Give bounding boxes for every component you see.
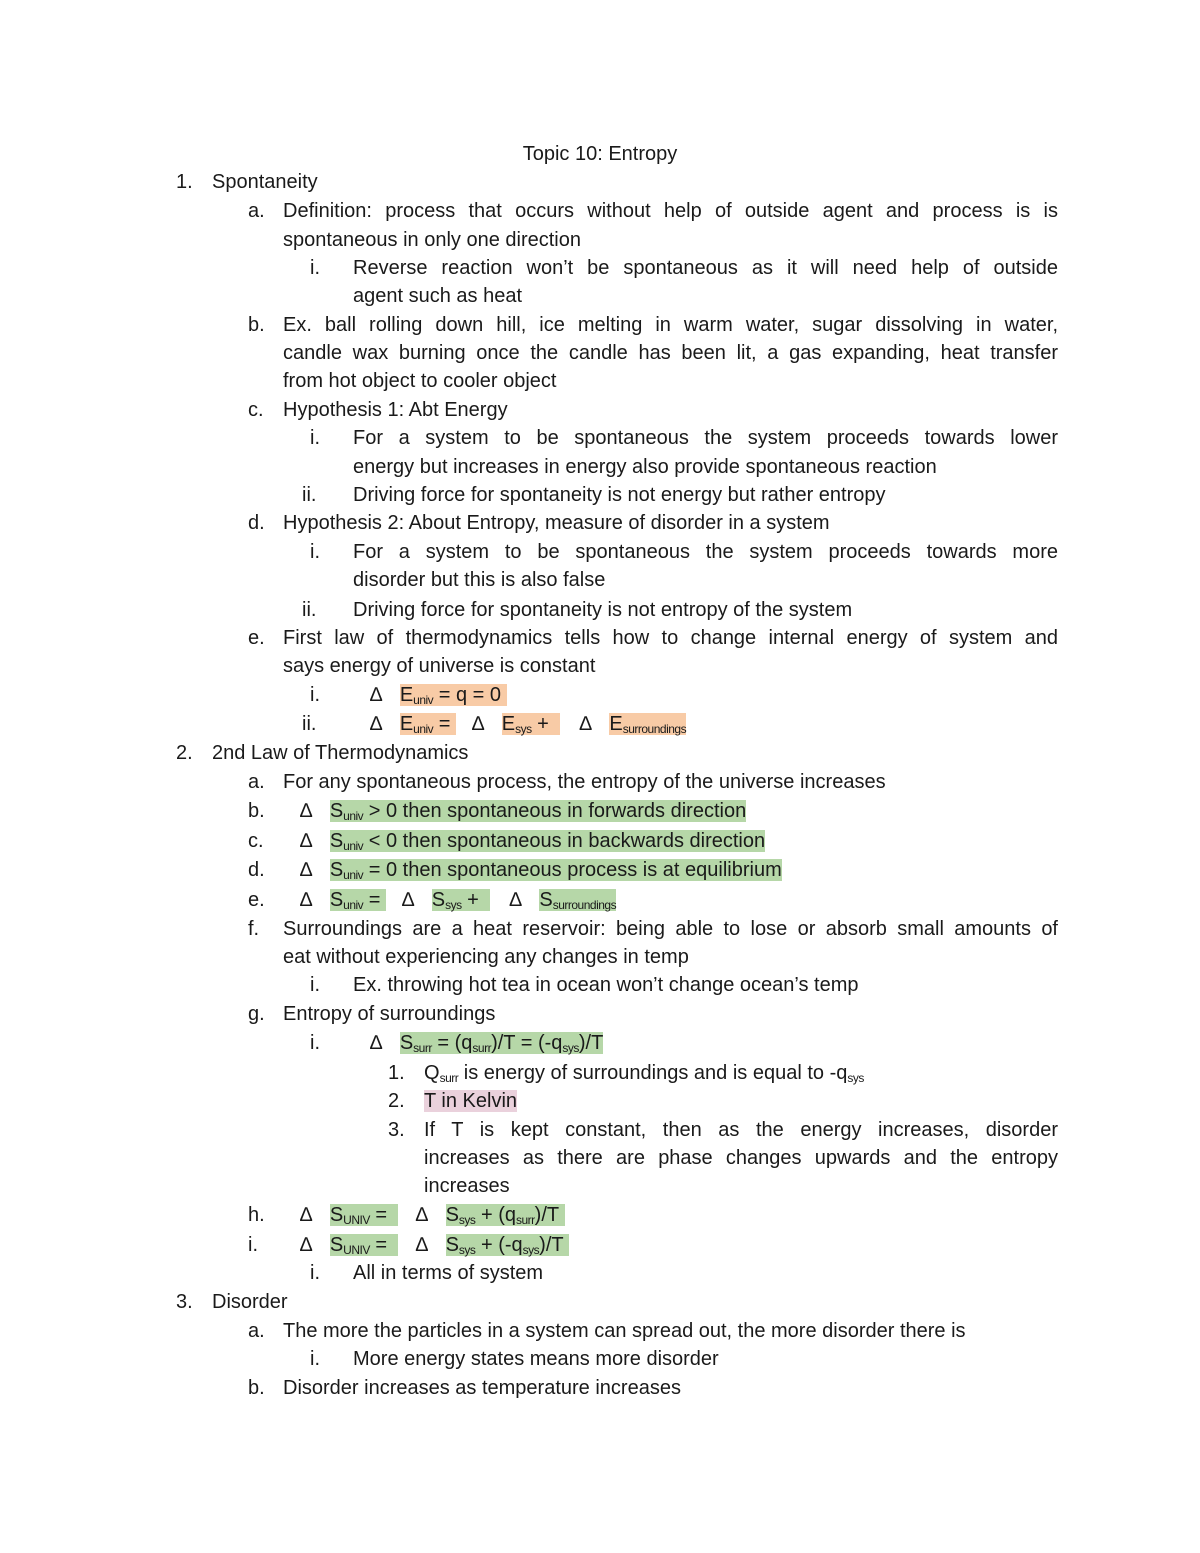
delta-symbol: ∆	[300, 830, 313, 852]
delta-symbol: ∆	[300, 1204, 313, 1226]
item-marker: b.	[248, 800, 265, 822]
delta-symbol: ∆	[401, 889, 415, 911]
item-marker: e.	[248, 889, 265, 911]
list-item-text: For a system to be spontaneous the system proceeds towards more	[353, 541, 1058, 563]
delta-symbol: ∆	[471, 713, 485, 735]
list-item-text: increases	[424, 1175, 510, 1197]
item-marker: a.	[248, 1320, 265, 1342]
list-item-text	[424, 1087, 517, 1115]
item-marker: i.	[310, 974, 320, 996]
highlighted-text: T in Kelvin	[424, 1090, 518, 1112]
item-marker: d.	[248, 512, 265, 534]
item-marker: b.	[248, 314, 265, 336]
delta-symbol: ∆	[579, 713, 592, 735]
equation	[300, 827, 765, 855]
list-item-text: Ex. ball rolling down hill, ice melting in warm water, sugar dissolving in water,	[283, 314, 1058, 336]
section-heading: Disorder	[212, 1291, 288, 1313]
item-marker: 1.	[388, 1062, 405, 1084]
equation	[300, 886, 616, 914]
item-marker: ii.	[302, 484, 317, 506]
delta-symbol: ∆	[300, 859, 313, 881]
item-marker: i.	[310, 257, 320, 279]
list-item-text: Hypothesis 2: About Entropy, measure of disorder in a system	[283, 512, 830, 534]
delta-symbol: ∆	[415, 1204, 428, 1226]
list-item-text: increases as there are phase changes upwards and the entropy	[424, 1147, 1058, 1169]
highlighted-term: $E_{surroundings}$	[609, 713, 687, 736]
item-marker: c.	[248, 830, 264, 852]
equation	[370, 1029, 603, 1057]
highlighted-term: $S_{sys} + (q_{surr})/T$	[446, 1204, 565, 1226]
delta-symbol: ∆	[370, 713, 383, 735]
list-item-text: Hypothesis 1: Abt Energy	[283, 399, 508, 421]
item-marker: h.	[248, 1204, 265, 1226]
equation	[300, 1231, 569, 1259]
item-marker: d.	[248, 859, 265, 881]
highlighted-equation: $S_{univ} < 0$ then spontaneous in backwards direction	[329, 830, 766, 853]
item-marker: 2.	[388, 1090, 405, 1112]
list-item-text: from hot object to cooler object	[283, 370, 557, 392]
delta-symbol: ∆	[300, 889, 313, 911]
item-marker: b.	[248, 1377, 265, 1399]
list-item-text: energy but increases in energy also provide spontaneous reaction	[353, 456, 937, 478]
highlighted-equation: $E_{univ} = q = 0$	[400, 684, 507, 706]
highlighted-term: $S_{univ}$ =	[329, 889, 386, 912]
delta-symbol: ∆	[415, 1234, 428, 1256]
section-number: 1.	[176, 171, 193, 193]
equation	[300, 856, 782, 884]
item-marker: c.	[248, 399, 264, 421]
list-item-text: First law of thermodynamics tells how to change internal energy of system and	[283, 627, 1058, 649]
list-item-text: Reverse reaction won’t be spontaneous as it will need help of outside	[353, 257, 1058, 279]
list-item-text: If T is kept constant, then as the energy increases, disorder	[424, 1119, 1058, 1141]
delta-symbol: ∆	[370, 684, 383, 706]
list-item-text: For any spontaneous process, the entropy of the universe increases	[283, 771, 886, 793]
item-marker: g.	[248, 1003, 265, 1025]
list-item-text: eat without experiencing any changes in temp	[283, 946, 689, 968]
list-item-text: All in terms of system	[353, 1262, 544, 1284]
item-marker: i.	[310, 684, 320, 706]
item-marker: i.	[310, 1262, 320, 1284]
section-number: 3.	[176, 1291, 193, 1313]
delta-symbol: ∆	[509, 889, 522, 911]
item-marker: a.	[248, 771, 265, 793]
item-marker: 3.	[388, 1119, 405, 1141]
equation	[370, 710, 686, 738]
list-item-text: Driving force for spontaneity is not entropy of the system	[353, 599, 853, 621]
equation	[300, 1201, 565, 1229]
equation	[370, 681, 507, 709]
list-item-text: Ex. throwing hot tea in ocean won’t change ocean’s temp	[353, 974, 859, 996]
list-item-text: disorder but this is also false	[353, 569, 606, 591]
section-heading: Spontaneity	[212, 171, 318, 193]
list-item-text: Disorder increases as temperature increases	[283, 1377, 681, 1399]
list-item-text: candle wax burning once the candle has been lit, a gas expanding, heat transfer	[283, 342, 1058, 364]
item-marker: e.	[248, 627, 265, 649]
item-marker: i.	[310, 1348, 320, 1370]
list-item-text: Surroundings are a heat reservoir: being able to lose or absorb small amounts of	[283, 918, 1058, 940]
highlighted-term: $S_{surroundings}$	[539, 889, 617, 912]
delta-symbol: ∆	[370, 1032, 383, 1054]
delta-symbol: ∆	[300, 1234, 313, 1256]
page-title: Topic 10: Entropy	[522, 143, 678, 165]
highlighted-term: $S_{UNIV}$ =	[330, 1234, 398, 1256]
list-item-text: spontaneous in only one direction	[283, 229, 581, 251]
item-marker: i.	[310, 1032, 320, 1054]
highlighted-term: $S_{sys} + (-q_{sys})/T$	[446, 1234, 570, 1256]
equation	[300, 797, 746, 825]
item-marker: i.	[310, 541, 320, 563]
list-item-text: Definition: process that occurs without help of outside agent and process is is	[283, 200, 1058, 222]
highlighted-equation: $S_{surr} = (q_{surr})/T = (-q_{sys})/T$	[399, 1032, 604, 1055]
list-item-text: The more the particles in a system can spread out, the more disorder there is	[283, 1320, 966, 1342]
item-marker: f.	[248, 918, 260, 940]
item-marker: i.	[310, 427, 320, 449]
list-item-text: says energy of universe is constant	[283, 655, 596, 677]
list-item-text: More energy states means more disorder	[353, 1348, 719, 1370]
list-item-text: agent such as heat	[353, 285, 523, 307]
delta-symbol: ∆	[300, 800, 313, 822]
item-marker: i.	[248, 1234, 258, 1256]
section-number: 2.	[176, 742, 193, 764]
list-item-text: $Q_{surr}$ is energy of surroundings and is equal to $-q_{sys}$	[424, 1062, 864, 1085]
item-marker: ii.	[302, 599, 317, 621]
highlighted-equation: $S_{univ} = 0$ then spontaneous process is at equilibrium	[329, 859, 782, 882]
list-item-text: Driving force for spontaneity is not energy but rather entropy	[353, 484, 886, 506]
list-item-text: Entropy of surroundings	[283, 1003, 496, 1025]
highlighted-term: $E_{univ}$ =	[399, 713, 456, 736]
item-marker: a.	[248, 200, 265, 222]
highlighted-term: $S_{UNIV}$ =	[330, 1204, 398, 1226]
highlighted-equation: $S_{univ} > 0$ then spontaneous in forwards direction	[329, 800, 747, 823]
section-heading: 2nd Law of Thermodynamics	[212, 742, 469, 764]
list-item-text: For a system to be spontaneous the system proceeds towards lower	[353, 427, 1058, 449]
highlighted-term: $E_{sys}$ +	[502, 713, 560, 735]
item-marker: ii.	[302, 713, 317, 735]
highlighted-term: $S_{sys}$ +	[432, 889, 490, 911]
